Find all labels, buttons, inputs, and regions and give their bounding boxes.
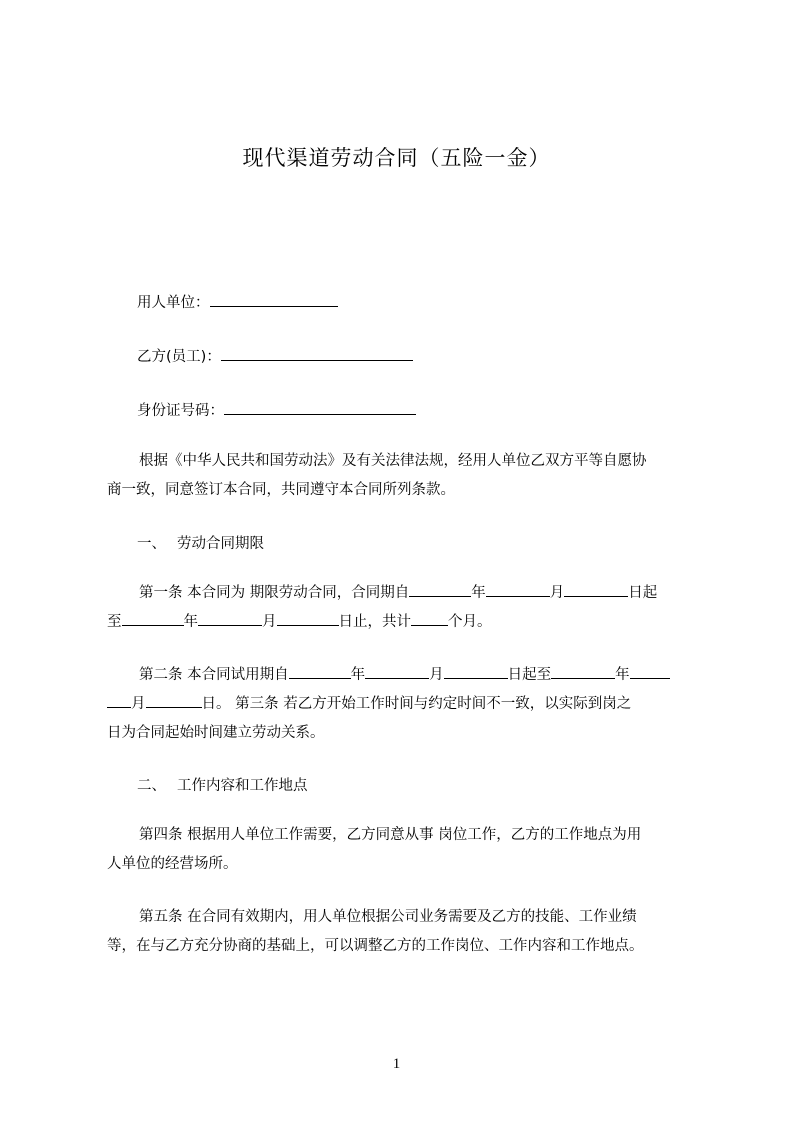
employee-field	[137, 345, 413, 366]
article-1-text: 第一条 本合同为 期限劳动合同，合同期自	[139, 585, 410, 601]
section-1-title: 劳动合同期限	[177, 536, 264, 552]
start-month-blank	[486, 582, 550, 597]
id-blank	[224, 400, 416, 415]
start-day-blank	[564, 582, 628, 597]
year-label: 年	[183, 614, 198, 630]
probation-start-day-blank	[444, 664, 508, 679]
employee-label: 乙方(员工)：	[137, 349, 221, 365]
section-2-heading	[137, 774, 308, 795]
employee-blank	[221, 346, 413, 361]
article-2-line-3: 日为合同起始时间建立劳动关系。	[107, 725, 325, 741]
month-label: 月	[549, 585, 565, 601]
article-2-line-1	[107, 661, 702, 690]
preamble-line-2: 商一致，同意签订本合同，共同遵守本合同所列条款。	[107, 482, 455, 498]
article-2-text: 第二条 本合同试用期自	[139, 667, 289, 683]
probation-end-year-blank	[551, 664, 615, 679]
employer-field	[137, 291, 338, 312]
probation-start-year-blank	[289, 664, 351, 679]
months-blank	[411, 611, 448, 626]
start-year-blank	[409, 582, 471, 597]
article-5-line-1: 第五条 在合同有效期内，用人单位根据公司业务需要及乙方的技能、工作业绩	[139, 909, 637, 925]
end-month-blank	[198, 611, 262, 626]
article-4	[107, 821, 702, 879]
section-2-title: 工作内容和工作地点	[177, 778, 308, 794]
to-label: 至	[107, 614, 122, 630]
month-label: 月	[262, 614, 277, 630]
article-2	[107, 661, 702, 748]
day-to-label: 日起至	[507, 667, 552, 683]
month-label: 月	[131, 696, 146, 712]
page-number: 1	[392, 1056, 401, 1072]
preamble-line-1: 根据《中华人民共和国劳动法》及有关法律法规，经用人单位乙双方平等自愿协	[139, 453, 647, 469]
article-2-line-2	[107, 690, 702, 719]
probation-end-day-blank	[146, 693, 202, 708]
article-4-line-1: 第四条 根据用人单位工作需要，乙方同意从事 岗位工作，乙方的工作地点为用	[139, 827, 642, 843]
id-field	[137, 399, 416, 420]
section-1-number: 一、	[137, 536, 166, 552]
preamble	[107, 447, 702, 505]
day-label: 日起	[628, 585, 658, 601]
article-3-text: 第三条 若乙方开始工作时间与约定时间不一致，以实际到岗之	[230, 696, 632, 712]
article-1	[107, 579, 702, 637]
month-label: 月	[429, 667, 444, 683]
article-1-line-1	[107, 579, 702, 608]
article-5-line-2: 等，在与乙方充分协商的基础上，可以调整乙方的工作岗位、工作内容和工作地点。	[107, 938, 644, 954]
employer-label: 用人单位：	[137, 295, 210, 311]
months-label: 个月。	[448, 614, 492, 630]
article-5	[107, 903, 702, 961]
end-day-blank	[277, 611, 339, 626]
year-label: 年	[615, 667, 630, 683]
year-label: 年	[350, 667, 366, 683]
id-label: 身份证号码：	[137, 403, 224, 419]
year-label: 年	[471, 585, 486, 601]
probation-end-month-blank-b	[107, 693, 131, 708]
end-year-blank	[122, 611, 184, 626]
day-label: 日。	[201, 696, 231, 712]
probation-start-month-blank	[365, 664, 429, 679]
day-total-label: 日止，共计	[338, 614, 411, 630]
article-1-line-2	[107, 608, 702, 637]
article-4-line-2: 人单位的经营场所。	[107, 856, 238, 872]
document-title: 现代渠道劳动合同（五险一金）	[242, 146, 551, 170]
employer-blank	[210, 292, 338, 307]
section-1-heading	[137, 532, 264, 553]
probation-end-month-blank-a	[630, 664, 670, 679]
section-2-number: 二、	[137, 778, 166, 794]
